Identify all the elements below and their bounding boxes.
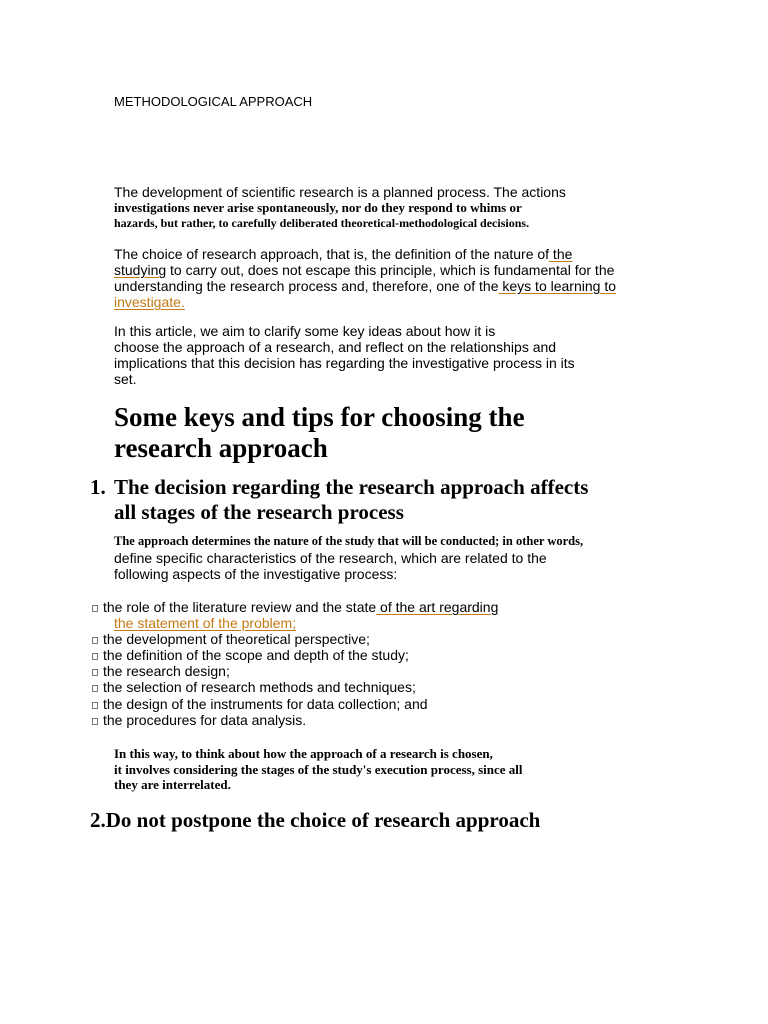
article-paragraph — [114, 323, 674, 387]
section-2-number: 2. — [90, 808, 106, 832]
conclusion-line-1: In this way, to think about how the approach of a research is chosen, — [114, 746, 493, 761]
list-item — [92, 712, 498, 728]
article-line-3: implications that this decision has regarding the investigative process in its — [114, 355, 575, 371]
link-studying[interactable]: studying — [114, 262, 167, 278]
list-item — [92, 679, 498, 695]
main-heading-line-2: research approach — [114, 433, 328, 463]
section-1-body-line-1: The approach determines the nature of the study that will be conducted; in other words, — [114, 534, 584, 548]
section-1-body-line-3: following aspects of the investigative process: — [114, 565, 398, 582]
bullet-list — [92, 599, 498, 728]
list-item — [92, 647, 498, 663]
choice-line-2-text: to carry out, does not escape this principle, which is fundamental for the — [166, 262, 615, 278]
choice-line-2 — [114, 262, 674, 278]
section-1-heading — [114, 475, 588, 525]
article-line-4: set. — [114, 371, 137, 387]
article-line-2: choose the approach of a research, and reflect on the relationships and — [114, 339, 557, 355]
bullet-box-icon — [92, 605, 98, 612]
bullet-box-icon — [92, 702, 98, 709]
choice-paragraph — [114, 246, 674, 310]
list-item — [92, 663, 498, 679]
bullet-3-text: the definition of the scope and depth of the study; — [103, 647, 409, 664]
intro-line-3: hazards, but rather, to carefully deliberated theoretical-methodological decisions. — [114, 215, 530, 230]
bullet-box-icon — [92, 669, 98, 676]
bullet-7-text: the procedures for data analysis. — [103, 711, 307, 728]
bullet-5-text: the selection of research methods and techniques; — [103, 679, 416, 696]
bullet-box-icon — [92, 685, 98, 692]
choice-line-1 — [114, 246, 674, 262]
section-1-heading-line-1: The decision regarding the research approach affects — [114, 475, 589, 499]
list-item — [92, 599, 498, 615]
choice-line-1-text: The choice of research approach, that is, the definition of the nature of — [114, 246, 550, 262]
document-title: METHODOLOGICAL APPROACH — [114, 94, 313, 109]
list-item — [92, 696, 498, 712]
article-line-1: In this article, we aim to clarify some key ideas about how it is — [114, 323, 496, 339]
bullet-2-text: the development of theoretical perspective; — [103, 631, 370, 648]
intro-line-2: investigations never arise spontaneously, nor do they respond to whims or — [114, 200, 522, 215]
bullet-box-icon — [92, 718, 98, 725]
list-item — [92, 631, 498, 647]
bullet-box-icon — [92, 637, 98, 644]
main-heading — [114, 402, 525, 464]
bullet-4-text: the research design; — [103, 663, 230, 680]
conclusion-line-3: they are interrelated. — [114, 777, 231, 792]
bullet-box-icon — [92, 653, 98, 660]
link-investigate[interactable]: investigate. — [114, 294, 185, 310]
link-the-studying[interactable]: the — [549, 246, 573, 262]
main-heading-line-1: Some keys and tips for choosing the — [114, 402, 525, 432]
bullet-6-text: the design of the instruments for data collection; and — [103, 695, 428, 712]
link-statement-of-problem[interactable]: the statement of the problem; — [114, 615, 297, 632]
section-1-body-line-2: define specific characteristics of the research, which are related to the — [114, 549, 547, 566]
section-1-heading-line-2: all stages of the research process — [114, 500, 404, 524]
intro-line-1: The development of scientific research is a planned process. The actions — [114, 184, 566, 200]
section-2-title: Do not postpone the choice of research approach — [105, 808, 541, 832]
conclusion-line-2: it involves considering the stages of the study's execution process, since all — [114, 761, 523, 777]
section-2-heading — [90, 808, 540, 833]
section-1-body — [114, 534, 674, 582]
section-1-number: 1. — [90, 475, 106, 499]
link-keys-to-learning[interactable]: keys to learning to — [498, 278, 616, 294]
intro-paragraph — [114, 184, 674, 231]
bullet-1-text: the role of the literature review and the state — [103, 599, 377, 615]
choice-line-3 — [114, 278, 674, 294]
link-state-of-the-art[interactable]: of the art regarding — [376, 599, 499, 615]
conclusion-paragraph — [114, 746, 674, 793]
choice-line-3-text: understanding the research process and, therefore, one of the — [114, 278, 499, 294]
